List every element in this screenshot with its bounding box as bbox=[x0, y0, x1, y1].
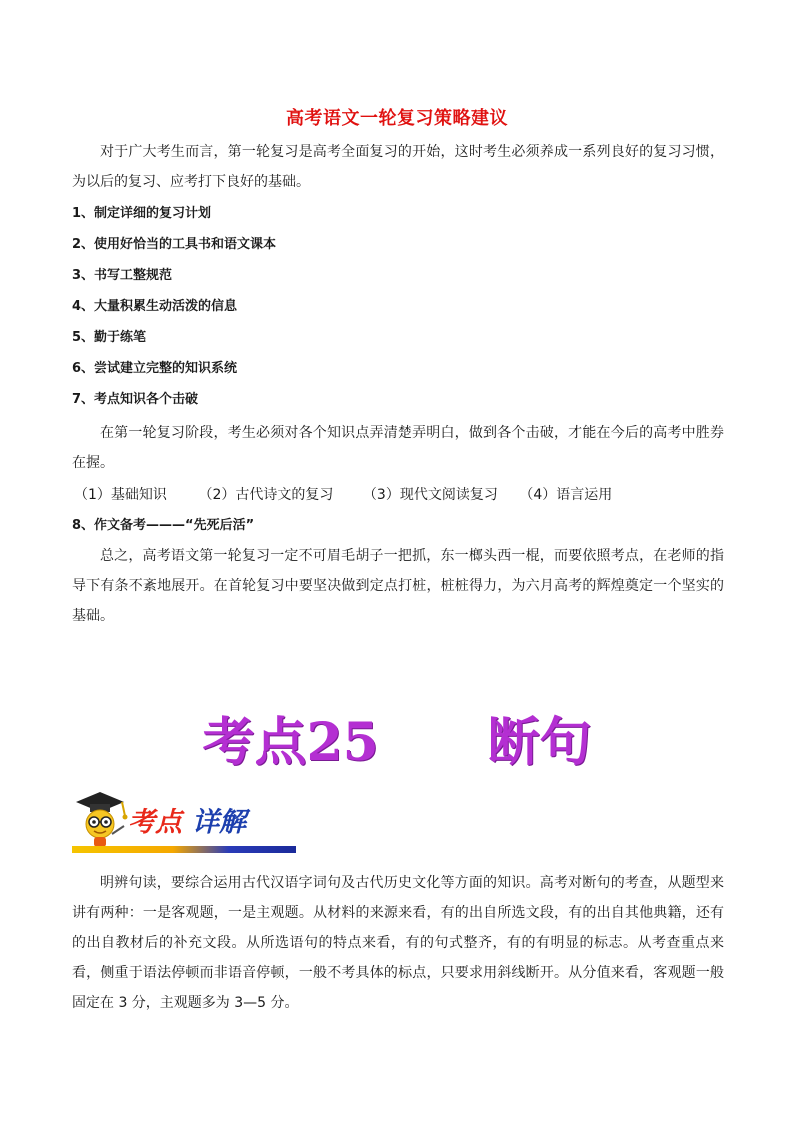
section-body-paragraph: 明辨句读，要综合运用古代汉语字词句及古代历史文化等方面的知识。高考对断句的考查，从题型来讲有两种：一是客观题，一是主观题。从材料的来源来看，有的出自所选文段，有的出自其他典籍，还有的出自教材后的补充文段。从所选语句的特点来看，有的句式整齐，有的有明显的标志。从考查重点来看，侧重于语法停顿而非语音停顿，一般不考具体的标点，只要求用斜线断开。从分值来看，客观题一般固定在 3 分，主观题多为 3—5 分。 bbox=[72, 875, 724, 1011]
item-heading-8: 8、作文备考———“先死后活” bbox=[72, 518, 255, 533]
item7-paragraph: 在第一轮复习阶段，考生必须对各个知识点弄清楚弄明白，做到各个击破，才能在今后的高考中胜券在握。 bbox=[72, 425, 724, 471]
conclusion-paragraph: 总之，高考语文第一轮复习一定不可眉毛胡子一把抓，东一榔头西一棍，而要依照考点，在老师的指导下有条不紊地展开。在首轮复习中要坚决做到定点打桩，桩桩得力，为六月高考的辉煌奠定一个坚实的基础。 bbox=[72, 548, 724, 624]
doc-title: 高考语文一轮复习策略建议 bbox=[286, 108, 508, 129]
item-heading-3: 3、书写工整规范 bbox=[72, 268, 173, 283]
intro-paragraph: 对于广大考生而言，第一轮复习是高考全面复习的开始，这时考生必须养成一系列良好的复习习惯，为以后的复习、应考打下良好的基础。 bbox=[72, 144, 724, 190]
section-badge bbox=[72, 786, 298, 856]
section-title: 考点25 断句 bbox=[202, 712, 592, 773]
item-heading-1: 1、制定详细的复习计划 bbox=[72, 206, 212, 221]
item-heading-5: 5、勤于练笔 bbox=[72, 330, 147, 345]
item-heading-2: 2、使用好恰当的工具书和语文课本 bbox=[72, 237, 277, 252]
badge-word-xiangjie: 详解 bbox=[192, 807, 246, 838]
subitem: （4）语言运用 bbox=[519, 487, 613, 503]
item-heading-7: 7、考点知识各个击破 bbox=[72, 392, 199, 407]
badge-word-kaodian: 考点 bbox=[128, 807, 182, 838]
subitem: （3）现代文阅读复习 bbox=[362, 487, 498, 503]
badge-label bbox=[128, 800, 246, 839]
subitem: （1）基础知识 bbox=[74, 487, 167, 503]
item-heading-6: 6、尝试建立完整的知识系统 bbox=[72, 361, 238, 376]
graduate-cap-mascot-icon bbox=[72, 786, 132, 852]
subitem: （2）古代诗文的复习 bbox=[198, 487, 334, 503]
badge-underline bbox=[72, 846, 296, 853]
item-heading-4: 4、大量积累生动活泼的信息 bbox=[72, 299, 238, 314]
subitem-list bbox=[74, 484, 612, 506]
